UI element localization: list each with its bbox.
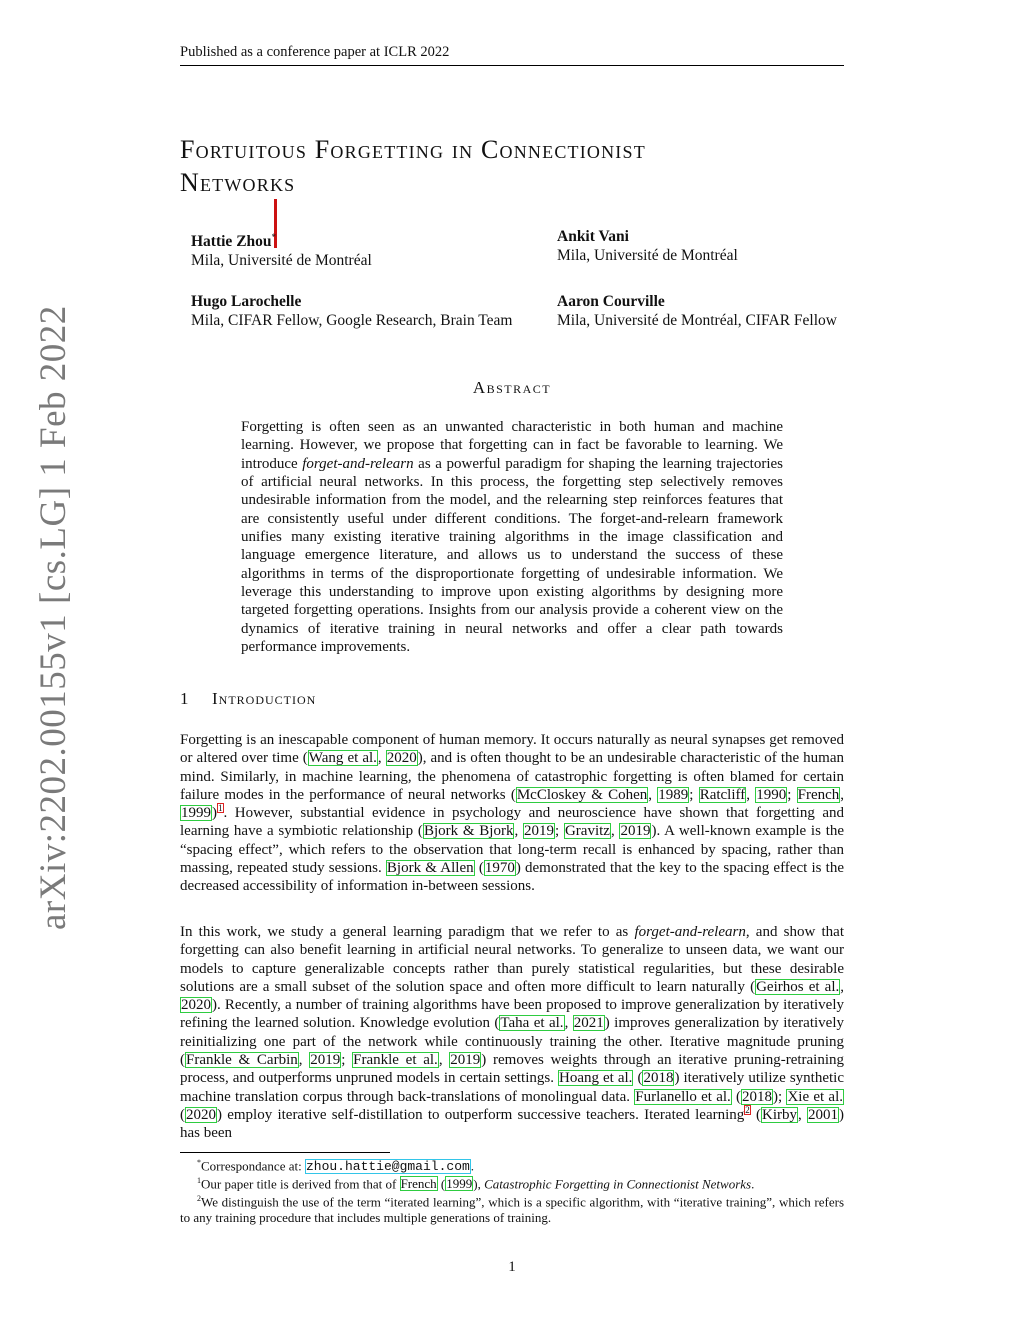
citation-year-link[interactable]: 2019 [310, 1052, 341, 1069]
author-block-zhou [191, 228, 372, 270]
citation-link[interactable]: Frankle et al. [353, 1052, 438, 1069]
citation-year-link[interactable]: 1989 [658, 786, 689, 803]
citation-link[interactable]: Frankle & Carbin [186, 1052, 298, 1069]
citation-link[interactable]: McCloskey & Cohen [516, 786, 648, 803]
citation-year-link[interactable]: 1990 [756, 786, 787, 803]
author-block-vani [557, 228, 738, 265]
author-block-larochelle [191, 293, 513, 330]
author-name: Hattie Zhou [191, 233, 272, 251]
citation-year-link[interactable]: 2019 [524, 823, 555, 840]
citation-year-link[interactable]: 2018 [742, 1088, 773, 1105]
citation-year-link[interactable]: 2018 [643, 1070, 674, 1087]
title-line-2: Networks [180, 168, 296, 197]
author-affiliation: Mila, CIFAR Fellow, Google Research, Brain Team [191, 311, 513, 329]
footnote-mark: 2 [197, 1194, 201, 1203]
footnote-cited-title: Catastrophic Forgetting in Connectionist Networks [484, 1176, 752, 1192]
citation-link[interactable]: Hoang et al. [558, 1070, 633, 1087]
author-block-courville [557, 293, 837, 330]
footnote-divider [180, 1152, 390, 1153]
citation-year-link[interactable]: 1970 [484, 860, 515, 877]
intro-paragraph-1: Forgetting is an inescapable component of human memory. It occurs naturally as neural synapses get removed or altered over time (Wang et al., 2020), and is often thought to be an undesirable characteristic of the human mind. Similarly, in machine learning, the phenomena of catastrophic forgetting is often blamed for certain failure modes in the performance of neural networks (McCloskey & Cohen, 1989; Ratcliff, 1990; French, 1999)$^1$. However, substantial evidence in psychology and neuroscience have shown that forgetting and learning have a symbiotic relationship (Bjork & Bjork, 2019; Gravitz, 2019). A well-known example is the “spacing effect”, which refers to the observation that long-term recall is enhanced by spacing, rather than massing, repeated study sessions. Bjork & Allen (1970) demonstrated that the key to the spacing effect is the decreased accessibility of information in-between sessions. [180, 732, 845, 895]
citation-year-link[interactable]: 2019 [450, 1052, 481, 1069]
citation-year-link[interactable]: 2001 [808, 1106, 839, 1123]
citation-link[interactable]: Kirby [762, 1106, 798, 1123]
citation-link[interactable]: Bjork & Allen [386, 860, 474, 877]
author-name: Ankit Vani [557, 228, 629, 245]
section-number: 1 [180, 689, 190, 708]
footnote-1: $^1$Our paper title is derived from that of French (1999), Catastrophic Forgetting in Connectionist Networks. [197, 1176, 755, 1192]
paragraph-emphasis: forget-and-relearn [634, 924, 746, 940]
page-number: 1 [508, 1259, 516, 1275]
citation-link[interactable]: Taha et al. [500, 1015, 564, 1032]
citation-year-link[interactable]: 2021 [573, 1015, 604, 1032]
citation-link[interactable]: Wang et al. [308, 750, 377, 767]
citation-link[interactable]: Bjork & Bjork [423, 823, 514, 840]
footnote-ref-link[interactable]: 1 [218, 803, 223, 814]
author-name: Aaron Courville [557, 293, 665, 310]
author-affiliation: Mila, Université de Montréal [191, 251, 372, 269]
citation-link[interactable]: Xie et al. [787, 1088, 843, 1105]
abstract-heading: Abstract [472, 378, 552, 397]
arxiv-stamp: arXiv:2202.00155v1 [cs.LG] 1 Feb 2022 [33, 305, 74, 930]
citation-year-link[interactable]: 2020 [181, 997, 211, 1014]
footnote-2: $^2$We distinguish the use of the term “iterated learning”, which is a specific algorithm, with “iterative training”, which refers to any training procedure that includes multiple generations of training. [180, 1194, 844, 1226]
citation-link[interactable]: Ratcliff [699, 786, 746, 803]
citation-link[interactable]: French [400, 1176, 437, 1192]
author-affiliation: Mila, Université de Montréal [557, 246, 738, 264]
citation-year-link[interactable]: 2019 [620, 823, 651, 840]
author-name: Hugo Larochelle [191, 293, 302, 310]
citation-year-link[interactable]: 1999 [181, 805, 211, 822]
footnote-mark: * [197, 1158, 201, 1167]
title-line-1: Fortuitous Forgetting in Connectionist [180, 135, 646, 164]
author-affiliation: Mila, Université de Montréal, CIFAR Fellow [557, 311, 837, 329]
section-heading-introduction [180, 689, 316, 709]
section-title: Introduction [212, 689, 317, 708]
author-footnote-mark: * [271, 232, 277, 242]
footnote-mark: 1 [197, 1176, 201, 1185]
citation-link[interactable]: French [797, 786, 840, 803]
citation-year-link[interactable]: 1999 [446, 1176, 473, 1192]
citation-link[interactable]: Geirhos et al. [756, 978, 840, 995]
citation-link[interactable]: Furlanello et al. [635, 1088, 731, 1105]
abstract-text: Forgetting is often seen as an unwanted characteristic in both human and machine learning. However, we propose that forgetting can in fact be favorable to learning. We introduce forget-and-relearn as a powerful paradigm for shaping the learning trajectories of artificial neural networks. In this process, the forgetting step selectively removes undesirable information from the model, and the relearning step reinforces features that are consistently useful under different conditions. The forget-and-relearn framework unifies many existing iterative training algorithms in the image classification and language emergence literature, and allows us to understand the success of these algorithms in terms of the disproportionate forgetting of undesirable information. We leverage this understanding to improve upon existing algorithms by designing more targeted forgetting operations. Insights from our analysis provide a coherent view on the dynamics of iterative training in neural networks and offer a clear path towards performance improvements. [241, 419, 783, 656]
citation-year-link[interactable]: 2020 [386, 750, 417, 767]
footnote-ref-link[interactable]: 2 [745, 1104, 750, 1115]
footnote-correspondence: *Correspondance at: zhou.hattie@gmail.com. [197, 1158, 475, 1175]
running-head: Published as a conference paper at ICLR 2022 [180, 44, 844, 66]
abstract-emphasis: forget-and-relearn [302, 455, 414, 472]
paper-title [180, 133, 820, 199]
citation-link[interactable]: Gravitz [564, 823, 610, 840]
citation-year-link[interactable]: 2020 [186, 1106, 216, 1123]
email-link[interactable]: zhou.hattie@gmail.com [305, 1159, 470, 1175]
intro-paragraph-2: In this work, we study a general learning paradigm that we refer to as forget-and-relearn, and show that forgetting can also benefit learning in artificial neural networks. To generalize to unseen data, we want our models to capture generalizable concepts rather than purely statistical regularities, but these desirable solutions are a small subset of the solution space and often more difficult to learn naturally (Geirhos et al., 2020). Recently, a number of training algorithms have been proposed to improve generalization by iteratively refining the learned solution. Knowledge evolution (Taha et al., 2021) improves generalization by iteratively reinitializing one part of the network while continuously training the other. Iterative magnitude pruning (Frankle & Carbin, 2019; Frankle et al., 2019) removes weights through an iterative pruning-retraining process, and outperforms unpruned models in certain settings. Hoang et al. (2018) iteratively utilize synthetic machine translation corpus through back-translations of monolingual data. Furlanello et al. (2018); Xie et al. (2020) employ iterative self-distillation to outperform successive teachers. Iterated learning$^2$ (Kirby, 2001) has been [180, 924, 845, 1142]
